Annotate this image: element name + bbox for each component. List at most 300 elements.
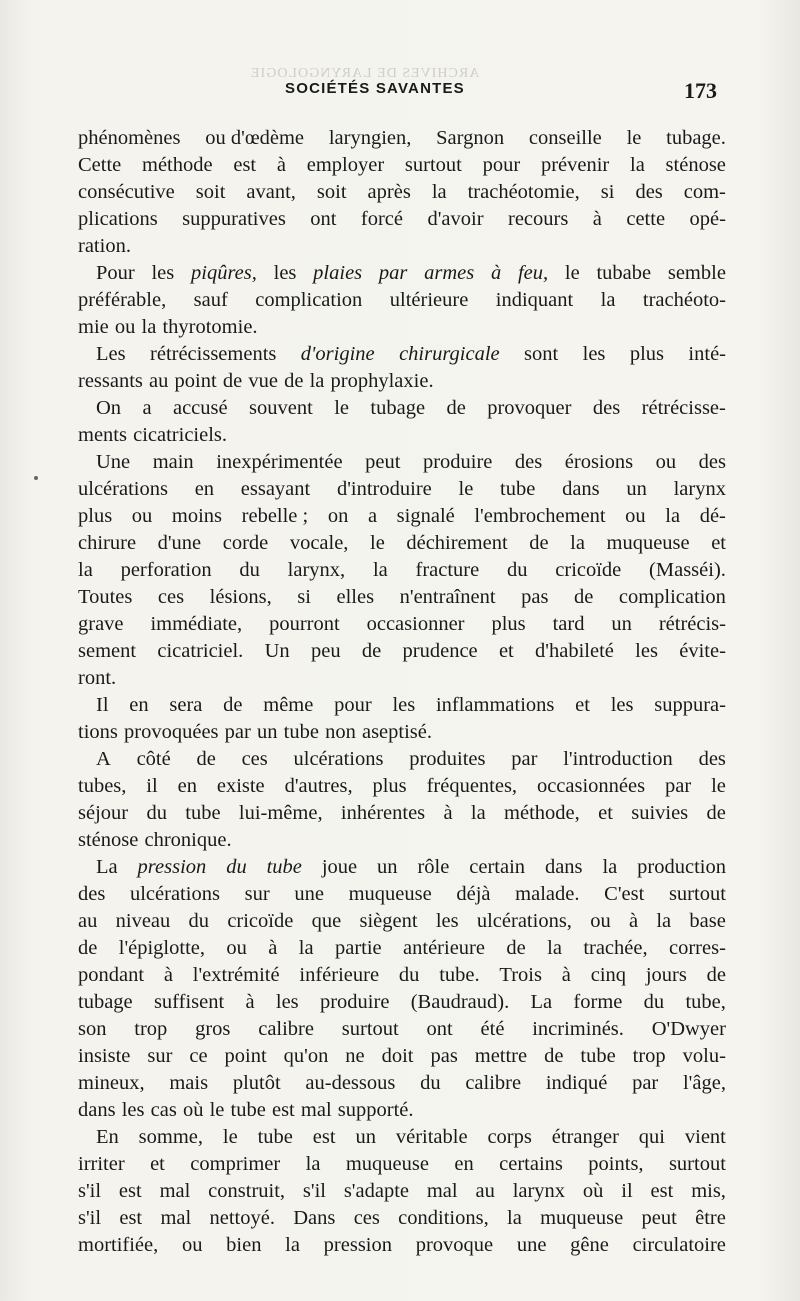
word: mal — [159, 1180, 191, 1202]
word: joue — [321, 856, 358, 878]
text-line — [78, 314, 726, 341]
word: des — [78, 883, 106, 905]
word: prévenir — [540, 154, 610, 176]
word: A — [96, 748, 111, 770]
word: de — [573, 586, 594, 608]
word: la — [665, 505, 681, 527]
word: pour — [334, 694, 372, 716]
word: pression — [323, 1234, 392, 1256]
text-line — [78, 773, 726, 800]
word: ou — [625, 505, 646, 527]
word: armes — [424, 262, 475, 284]
word: rebelle ; — [241, 505, 309, 527]
word: chirure — [78, 532, 137, 554]
word: mal — [300, 1099, 332, 1121]
word: le — [334, 397, 349, 419]
word: les — [635, 640, 658, 662]
word: doit — [381, 1045, 414, 1067]
word: suffisent — [153, 991, 225, 1013]
word: est — [271, 1099, 295, 1121]
running-header — [0, 76, 800, 106]
word: vue — [248, 370, 278, 392]
word: par — [378, 262, 408, 284]
word: il — [146, 775, 158, 797]
word: qui — [638, 1126, 665, 1148]
word: il — [621, 1180, 633, 1202]
text-line — [78, 179, 726, 206]
word: s'il — [302, 1180, 326, 1202]
body-text — [78, 125, 726, 1259]
word: des — [514, 451, 543, 473]
word: mineux, — [78, 1072, 145, 1094]
word: est — [233, 154, 257, 176]
word: corde — [222, 532, 269, 554]
text-line — [78, 692, 726, 719]
word: l'épiglotte, — [118, 937, 205, 959]
word: ce — [189, 1045, 208, 1067]
word: à — [268, 937, 278, 959]
text-line — [78, 1070, 726, 1097]
text-line — [78, 368, 726, 395]
text-line — [78, 449, 726, 476]
word: tube — [500, 478, 536, 500]
word: ulcérations — [78, 478, 168, 500]
word: ments — [78, 424, 127, 446]
word: du — [643, 991, 665, 1013]
word: existe — [216, 775, 265, 797]
word: elles — [336, 586, 375, 608]
word: circulatoire — [632, 1234, 726, 1256]
word: ration. — [78, 235, 131, 257]
word: La — [96, 856, 118, 878]
word: cicatriciel. — [157, 640, 244, 662]
word: la — [630, 154, 645, 176]
word: surtout — [668, 1153, 726, 1175]
word: tube — [257, 1126, 293, 1148]
text-line — [78, 584, 726, 611]
word: La — [530, 991, 553, 1013]
word: les — [273, 262, 297, 284]
word: On — [96, 397, 122, 419]
word: la — [470, 802, 486, 824]
word: la — [372, 559, 388, 581]
word: été — [480, 1018, 505, 1040]
word: les — [582, 343, 606, 365]
word: une — [516, 1234, 547, 1256]
word: les — [392, 694, 416, 716]
paragraph — [78, 395, 726, 449]
paragraph — [78, 341, 726, 395]
word: muqueuse — [540, 1207, 624, 1229]
word: de — [223, 694, 243, 716]
word: et — [575, 694, 590, 716]
word: ressants — [78, 370, 143, 392]
word: des — [635, 181, 663, 203]
word: supporté. — [337, 1099, 414, 1121]
word: inhérentes — [340, 802, 426, 824]
word: le — [458, 478, 474, 500]
word: est — [312, 1126, 336, 1148]
word: la — [298, 937, 314, 959]
word: dans — [544, 856, 583, 878]
word: et — [498, 640, 514, 662]
word: sténose — [78, 829, 139, 851]
text-line — [78, 827, 726, 854]
word: vient — [684, 1126, 726, 1148]
word: chirurgicale — [399, 343, 500, 365]
text-line — [78, 962, 726, 989]
word: en — [454, 1153, 474, 1175]
word: inflammations — [435, 694, 555, 716]
word: du — [239, 559, 260, 581]
word: le — [209, 1099, 225, 1121]
text-line — [78, 1151, 726, 1178]
text-line — [78, 1178, 726, 1205]
word: Pour — [96, 262, 135, 284]
text-line — [78, 530, 726, 557]
word: rétrécisse- — [641, 397, 726, 419]
word: suppuratives — [182, 208, 286, 230]
word: avant, — [246, 181, 296, 203]
word: immédiate, — [150, 613, 243, 635]
word: mortifiée, — [78, 1234, 159, 1256]
word: plus — [78, 505, 113, 527]
word: la — [305, 1153, 321, 1175]
running-title: SOCIÉTÉS SAVANTES — [285, 80, 465, 97]
word: au — [475, 1180, 495, 1202]
word: aseptisé. — [361, 721, 432, 743]
word: certain — [469, 856, 526, 878]
word: plus — [629, 343, 665, 365]
word: la — [285, 1234, 300, 1256]
word: somme, — [138, 1126, 204, 1148]
word: sement — [78, 640, 137, 662]
word: au-dessous — [305, 1072, 396, 1094]
word: vocale, — [289, 532, 349, 554]
word: la — [78, 559, 93, 581]
word: d'avoir — [427, 208, 484, 230]
word: et — [711, 532, 726, 554]
word: consécutive — [78, 181, 175, 203]
word: la — [656, 910, 672, 932]
word: tubage. — [666, 127, 726, 149]
word: sera — [169, 694, 203, 716]
word: Cette — [78, 154, 122, 176]
text-line — [78, 233, 726, 260]
text-line — [78, 800, 726, 827]
word: plaies — [313, 262, 363, 284]
word: calibre — [258, 1018, 314, 1040]
word: comprimer — [190, 1153, 281, 1175]
word: surtout — [668, 883, 726, 905]
word: employer — [306, 154, 385, 176]
word: un — [377, 856, 398, 878]
word: le — [564, 262, 580, 284]
word: cicatriciels. — [133, 424, 228, 446]
word: au — [78, 910, 98, 932]
word: le — [222, 1126, 238, 1148]
word: corres- — [669, 937, 726, 959]
word: peut — [365, 451, 401, 473]
word: d'une — [157, 532, 202, 554]
word: en — [177, 775, 197, 797]
word: à — [163, 964, 173, 986]
word: la — [141, 316, 157, 338]
bleed-through-text: ARCHIVES DE LARYNGOLOGIE — [250, 66, 480, 81]
word: piqûres, — [191, 262, 257, 284]
word: nettoyé. — [209, 1207, 275, 1229]
word: corps — [487, 1126, 532, 1148]
word: de — [706, 964, 726, 986]
word: occasionnées — [536, 775, 646, 797]
word: trachéoto- — [642, 289, 726, 311]
paragraph — [78, 692, 726, 746]
word: provoquer — [487, 397, 572, 419]
word: la — [602, 856, 618, 878]
text-line — [78, 557, 726, 584]
word: pondant — [78, 964, 145, 986]
word: où — [582, 1180, 604, 1202]
word: Toutes — [78, 586, 133, 608]
word: évite- — [679, 640, 726, 662]
word: la — [570, 532, 585, 554]
word: ou — [590, 910, 611, 932]
word: jours — [645, 964, 687, 986]
word: méthode, — [504, 802, 580, 824]
word: niveau — [115, 910, 171, 932]
word: tube. — [439, 964, 480, 986]
word: de — [361, 640, 382, 662]
word: l'introduction — [563, 748, 673, 770]
word: par — [511, 748, 538, 770]
text-line — [78, 1097, 726, 1124]
word: plutôt — [232, 1072, 281, 1094]
word: complication — [618, 586, 726, 608]
paragraph — [78, 260, 726, 341]
word: la — [547, 937, 562, 959]
text-line — [78, 1232, 726, 1259]
paragraph — [78, 746, 726, 854]
text-line — [78, 260, 726, 287]
word: cette — [626, 208, 666, 230]
word: pas — [521, 586, 549, 608]
word: dans — [78, 1099, 116, 1121]
word: sténose — [665, 154, 726, 176]
paragraph — [78, 1124, 726, 1259]
word: être — [695, 1207, 726, 1229]
word: à — [561, 964, 571, 986]
word: les — [275, 991, 299, 1013]
word: par — [632, 1072, 659, 1094]
word: et — [598, 802, 613, 824]
word: mais — [169, 1072, 209, 1094]
word: ou — [114, 316, 136, 338]
word: du — [146, 802, 167, 824]
word: siègent — [359, 910, 418, 932]
text-line — [78, 1124, 726, 1151]
word: érosions — [564, 451, 634, 473]
word: muqueuse — [345, 1153, 429, 1175]
word: surtout — [341, 1018, 399, 1040]
word: rétrécis- — [658, 613, 726, 635]
word: ou — [226, 937, 247, 959]
word: on — [327, 505, 349, 527]
word: tube — [266, 856, 302, 878]
text-line — [78, 665, 726, 692]
text-line — [78, 395, 726, 422]
word: rétrécissements — [150, 343, 277, 365]
word: fréquentes, — [426, 775, 518, 797]
word: le — [370, 532, 385, 554]
word: s'il — [78, 1207, 102, 1229]
text-line — [78, 638, 726, 665]
word: produire — [319, 991, 390, 1013]
word: plus — [491, 613, 526, 635]
text-line — [78, 1016, 726, 1043]
word: cas — [150, 1099, 177, 1121]
word: lui-même, — [238, 802, 323, 824]
word: en — [129, 694, 149, 716]
word: Il — [96, 694, 109, 716]
word: sauf — [193, 289, 228, 311]
word: produire — [422, 451, 493, 473]
word: véritable — [395, 1126, 468, 1148]
word: de — [544, 1045, 564, 1067]
word: larynx, — [287, 559, 346, 581]
word: pour — [482, 154, 521, 176]
word: recours — [508, 208, 569, 230]
text-line — [78, 341, 726, 368]
word: Les — [96, 343, 126, 365]
word: une — [294, 883, 324, 905]
word: de — [196, 748, 216, 770]
word: larynx — [512, 1180, 566, 1202]
word: ou — [181, 1234, 203, 1256]
word: ultérieure — [389, 289, 469, 311]
word: d'introduire — [336, 478, 432, 500]
word: ou — [131, 505, 153, 527]
word: à — [628, 910, 639, 932]
word: déchirement — [406, 532, 508, 554]
text-line — [78, 1043, 726, 1070]
word: gêne — [570, 1234, 609, 1256]
word: ces — [241, 748, 268, 770]
word: ulcérations, — [476, 910, 572, 932]
word: du — [507, 559, 528, 581]
word: mettre — [474, 1045, 528, 1067]
word: tubage — [370, 397, 426, 419]
word: dé- — [699, 505, 726, 527]
word: produites — [409, 748, 486, 770]
word: d'habileté — [535, 640, 614, 662]
word: Sargnon — [436, 127, 505, 149]
word: sur — [147, 1045, 173, 1067]
word: le — [711, 775, 726, 797]
word: (Masséi). — [649, 559, 726, 581]
word: à — [490, 262, 502, 284]
word: rôle — [417, 856, 450, 878]
word: prudence — [402, 640, 478, 662]
word: du — [420, 1072, 441, 1094]
word: cinq — [590, 964, 627, 986]
word: non — [325, 721, 356, 743]
word: la — [507, 1207, 522, 1229]
word: suppura- — [654, 694, 726, 716]
word: ulcérations — [293, 748, 384, 770]
text-line — [78, 476, 726, 503]
word: moins — [171, 505, 223, 527]
word: l'extrémité — [192, 964, 280, 986]
text-line — [78, 422, 726, 449]
word: le — [626, 127, 642, 149]
word: ront. — [78, 667, 117, 689]
word: les — [121, 1099, 145, 1121]
word: essayant — [240, 478, 311, 500]
word: souvent — [249, 397, 313, 419]
word: opé- — [689, 208, 726, 230]
word: indiqué — [545, 1072, 608, 1094]
word: muqueuse — [606, 532, 690, 554]
word: suivies — [631, 802, 689, 824]
word: déjà — [456, 883, 491, 905]
word: tard — [552, 613, 585, 635]
word: et — [150, 1153, 165, 1175]
word: pression — [137, 856, 207, 878]
word: l'embrochement — [474, 505, 606, 527]
word: d'origine — [300, 343, 375, 365]
word: point — [224, 1045, 267, 1067]
word: peu — [310, 640, 341, 662]
word: tube — [230, 1099, 266, 1121]
paragraph — [78, 449, 726, 692]
word: des — [698, 451, 726, 473]
word: dans — [562, 478, 600, 500]
word: partie — [334, 937, 382, 959]
word: gros — [195, 1018, 231, 1040]
word: même — [263, 694, 314, 716]
word: inférieure — [299, 964, 380, 986]
word: provoquées — [124, 721, 219, 743]
margin-mark — [34, 476, 38, 480]
word: ces — [157, 586, 185, 608]
word: si — [600, 181, 615, 203]
word: des — [592, 397, 621, 419]
word: O'Dwyer — [651, 1018, 726, 1040]
word: ou d'œdème — [205, 127, 305, 149]
text-line — [78, 1205, 726, 1232]
word: peut — [641, 1207, 677, 1229]
word: tubabe — [596, 262, 652, 284]
word: chronique. — [144, 829, 232, 851]
word: tube — [283, 721, 319, 743]
word: des — [698, 748, 726, 770]
text-line — [78, 152, 726, 179]
word: conseille — [528, 127, 602, 149]
word: si — [297, 586, 311, 608]
word: malade. — [515, 883, 580, 905]
word: muqueuse — [348, 883, 432, 905]
word: pas — [430, 1045, 458, 1067]
word: ces — [353, 1207, 380, 1229]
word: l'âge, — [682, 1072, 726, 1094]
word: lésions, — [209, 586, 272, 608]
paragraph — [78, 854, 726, 1124]
word: insiste — [78, 1045, 131, 1067]
word: sont — [524, 343, 559, 365]
word: un — [626, 478, 647, 500]
text-line — [78, 719, 726, 746]
word: main — [152, 451, 194, 473]
